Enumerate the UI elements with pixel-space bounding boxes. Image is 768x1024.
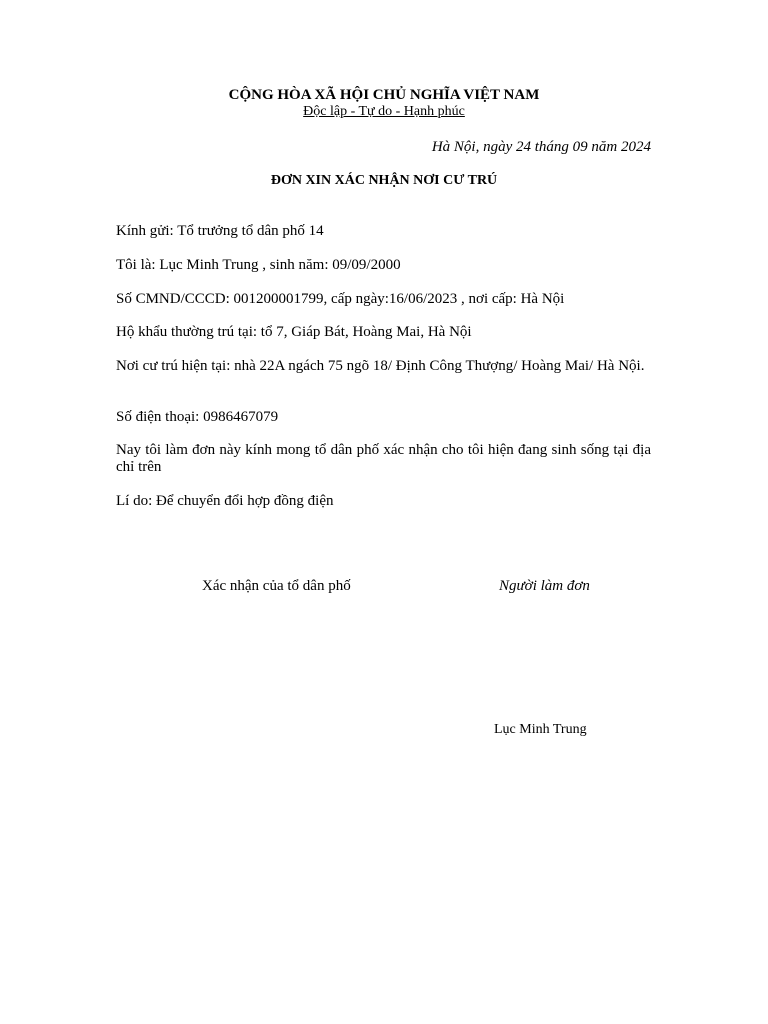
document-title: ĐƠN XIN XÁC NHẬN NƠI CƯ TRÚ [270,173,498,188]
sub-motto-text: Độc lập - Tự do - Hạnh phúc [303,104,465,119]
applicant-signature-name: Lục Minh Trung [494,722,587,737]
id-info-line: Số CMND/CCCD: 001200001799, cấp ngày:16/06/2023 , nơi cấp: Hà Nội [116,291,565,307]
neighborhood-confirmation-label: Xác nhận của tổ dân phố [202,578,351,594]
sub-motto [0,104,768,120]
applicant-signature-label: Người làm đơn [499,578,590,594]
request-paragraph: Nay tôi làm đơn này kính mong tổ dân phố xác nhận cho tôi hiện đang sinh sống tại địa chỉ trên [116,442,651,475]
recipient-line: Kính gửi: Tổ trưởng tổ dân phố 14 [116,223,324,239]
date-line: Hà Nội, ngày 24 tháng 09 năm 2024 [431,139,651,155]
phone-line: Số điện thoại: 0986467079 [116,409,279,425]
national-motto: CỘNG HÒA XÃ HỘI CHỦ NGHĨA VIỆT NAM [228,87,540,103]
current-residence-paragraph: Nơi cư trú hiện tại: nhà 22A ngách 75 ngõ 18/ Định Công Thượng/ Hoàng Mai/ Hà Nội. [116,358,645,374]
permanent-residence-line: Hộ khẩu thường trú tại: tổ 7, Giáp Bát, Hoàng Mai, Hà Nội [116,324,472,340]
applicant-line: Tôi là: Lục Minh Trung , sinh năm: 09/09/2000 [116,257,401,273]
reason-line: Lí do: Để chuyển đổi hợp đồng điện [116,493,334,509]
